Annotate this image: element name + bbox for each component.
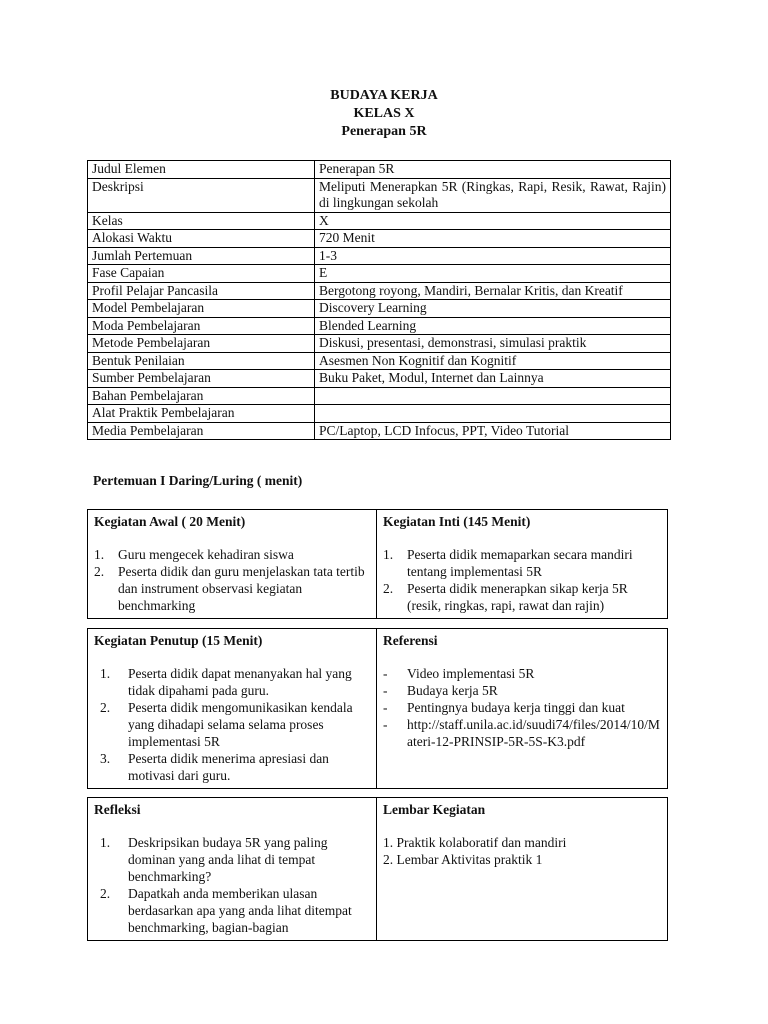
info-label: Judul Elemen [88, 161, 315, 179]
info-label: Jumlah Pertemuan [88, 247, 315, 265]
list-item [383, 716, 661, 750]
activity-box-1 [87, 509, 668, 619]
info-row [88, 300, 671, 318]
list-item [383, 699, 661, 716]
info-label: Bentuk Penilaian [88, 352, 315, 370]
info-label: Profil Pelajar Pancasila [88, 282, 315, 300]
list-item-text: Budaya kerja 5R [407, 683, 498, 698]
info-row [88, 161, 671, 179]
list-item [94, 563, 370, 614]
pertemuan-heading: Pertemuan I Daring/Luring ( menit) [93, 473, 303, 488]
lembar-kegiatan-heading: Lembar Kegiatan [383, 802, 486, 817]
list-item-text: Peserta didik menerima apresiasi dan motivasi dari guru. [128, 751, 329, 783]
info-value: E [315, 265, 671, 283]
list-item-text: 2. Lembar Aktivitas praktik 1 [383, 852, 543, 867]
info-value: Diskusi, presentasi, demonstrasi, simulasi praktik [315, 335, 671, 353]
info-label: Moda Pembelajaran [88, 317, 315, 335]
info-row [88, 335, 671, 353]
info-label: Deskripsi [88, 178, 315, 212]
info-row [88, 422, 671, 440]
activity-box-3 [87, 797, 668, 941]
list-item [383, 580, 661, 614]
list-marker: 1. [100, 835, 111, 850]
list-item-text: Peserta didik mengomunikasikan kendala yang dihadapi selama selama proses implementasi 5R [128, 700, 353, 749]
kegiatan-awal-cell [88, 510, 377, 619]
list-marker: 2. [94, 564, 105, 579]
document-subtitle: Penerapan 5R [341, 124, 427, 139]
kegiatan-inti-cell [377, 510, 668, 619]
list-marker: - [383, 717, 388, 732]
info-value: Blended Learning [315, 317, 671, 335]
info-row [88, 317, 671, 335]
info-label: Bahan Pembelajaran [88, 387, 315, 405]
list-marker: - [383, 683, 388, 698]
info-row [88, 405, 671, 423]
kegiatan-penutup-list [94, 665, 370, 784]
info-value: Penerapan 5R [315, 161, 671, 179]
referensi-heading: Referensi [383, 633, 438, 648]
kegiatan-awal-list [94, 546, 370, 614]
info-row [88, 352, 671, 370]
activity-box-2 [87, 628, 668, 789]
document-class: KELAS X [353, 106, 415, 121]
list-item [383, 851, 661, 868]
list-marker: 2. [100, 700, 111, 715]
list-item-text: Peserta didik dapat menanyakan hal yang tidak dipahami pada guru. [128, 666, 352, 698]
refleksi-cell [88, 798, 377, 941]
info-row [88, 230, 671, 248]
info-table [87, 160, 671, 440]
list-item [100, 750, 370, 784]
list-item-text: Pentingnya budaya kerja tinggi dan kuat [407, 700, 625, 715]
list-item-text: Video implementasi 5R [407, 666, 535, 681]
refleksi-list [94, 834, 370, 936]
list-marker: - [383, 700, 388, 715]
info-row [88, 178, 671, 212]
list-item [383, 546, 661, 580]
list-item [94, 546, 370, 563]
info-value: 1-3 [315, 247, 671, 265]
kegiatan-awal-heading: Kegiatan Awal ( 20 Menit) [94, 514, 246, 529]
info-value [315, 405, 671, 423]
list-item [100, 834, 370, 885]
info-label: Sumber Pembelajaran [88, 370, 315, 388]
list-item [383, 665, 661, 682]
list-item [383, 682, 661, 699]
document-title: BUDAYA KERJA [330, 88, 438, 103]
list-item-text: 1. Praktik kolaboratif dan mandiri [383, 835, 567, 850]
info-value: Discovery Learning [315, 300, 671, 318]
refleksi-heading: Refleksi [94, 802, 141, 817]
info-row [88, 370, 671, 388]
list-item [100, 699, 370, 750]
list-item-text: Peserta didik menerapkan sikap kerja 5R (resik, ringkas, rapi, rawat dan rajin) [407, 581, 628, 613]
kegiatan-penutup-cell [88, 629, 377, 789]
list-item [100, 665, 370, 699]
list-marker: - [383, 666, 388, 681]
referensi-cell [377, 629, 668, 789]
info-label: Metode Pembelajaran [88, 335, 315, 353]
info-label: Fase Capaian [88, 265, 315, 283]
list-marker: 1. [94, 547, 105, 562]
list-item-text: Peserta didik memaparkan secara mandiri tentang implementasi 5R [407, 547, 633, 579]
info-row [88, 282, 671, 300]
list-item-text: Guru mengecek kehadiran siswa [118, 547, 294, 562]
info-value: Buku Paket, Modul, Internet dan Lainnya [315, 370, 671, 388]
info-row [88, 265, 671, 283]
info-label: Alokasi Waktu [88, 230, 315, 248]
info-value: Asesmen Non Kognitif dan Kognitif [315, 352, 671, 370]
list-item [100, 885, 370, 936]
kegiatan-inti-heading: Kegiatan Inti (145 Menit) [383, 514, 531, 529]
info-row [88, 247, 671, 265]
list-item-text: Peserta didik dan guru menjelaskan tata tertib dan instrument observasi kegiatan benchmarking [118, 564, 365, 613]
info-row [88, 212, 671, 230]
info-value: Meliputi Menerapkan 5R (Ringkas, Rapi, Resik, Rawat, Rajin) di lingkungan sekolah [315, 178, 671, 212]
info-value [315, 387, 671, 405]
lembar-kegiatan-cell [377, 798, 668, 941]
list-marker: 3. [100, 751, 111, 766]
list-marker: 2. [100, 886, 111, 901]
info-value: PC/Laptop, LCD Infocus, PPT, Video Tutorial [315, 422, 671, 440]
list-marker: 1. [383, 547, 394, 562]
info-value: X [315, 212, 671, 230]
list-item-text: Dapatkah anda memberikan ulasan berdasarkan apa yang anda lihat ditempat benchmarking, bagian-bagian [128, 886, 352, 935]
kegiatan-penutup-heading: Kegiatan Penutup (15 Menit) [94, 633, 263, 648]
info-value: 720 Menit [315, 230, 671, 248]
info-label: Kelas [88, 212, 315, 230]
info-value: Bergotong royong, Mandiri, Bernalar Kritis, dan Kreatif [315, 282, 671, 300]
list-marker: 1. [100, 666, 111, 681]
list-item [383, 834, 661, 851]
lembar-kegiatan-list [383, 834, 661, 868]
info-label: Media Pembelajaran [88, 422, 315, 440]
list-item-text: Deskripsikan budaya 5R yang paling dominan yang anda lihat di tempat benchmarking? [128, 835, 328, 884]
info-label: Alat Praktik Pembelajaran [88, 405, 315, 423]
kegiatan-inti-list [383, 546, 661, 614]
info-label: Model Pembelajaran [88, 300, 315, 318]
referensi-list [383, 665, 661, 750]
info-row [88, 387, 671, 405]
list-marker: 2. [383, 581, 394, 596]
list-item-text: http://staff.unila.ac.id/suudi74/files/2014/10/Materi-12-PRINSIP-5R-5S-K3.pdf [407, 717, 660, 749]
